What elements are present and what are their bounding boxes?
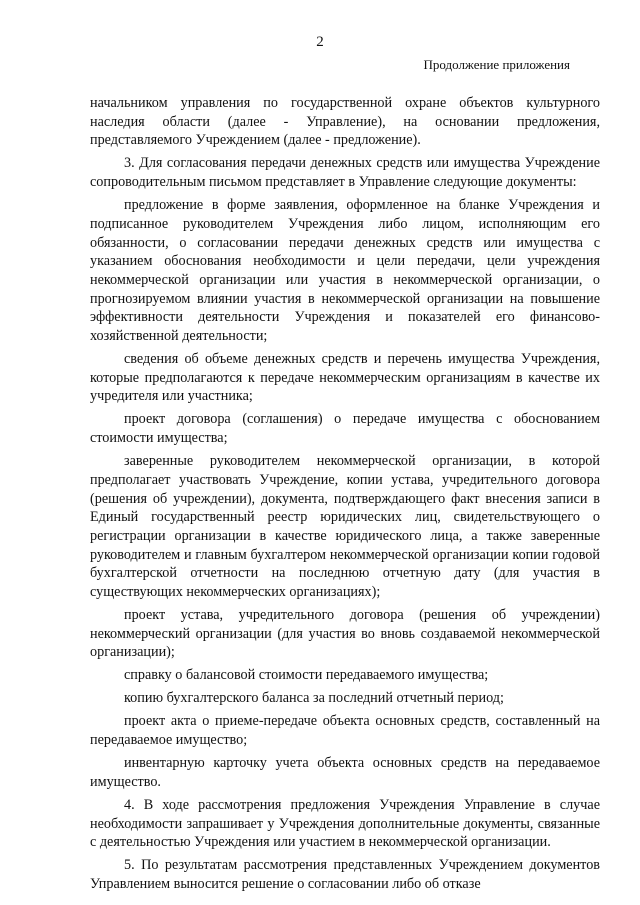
page-number: 2 [316, 34, 324, 50]
list-item: проект договора (соглашения) о передаче имущества с обоснованием стоимости имущества; [90, 411, 600, 447]
list-item: проект акта о приеме-передаче объекта основных средств, составленный на передаваемое имущество; [90, 713, 600, 749]
list-item: предложение в форме заявления, оформленное на бланке Учреждения и подписанное руководителем Учреждения либо лицом, исполняющим его обязанности, о согласовании передачи денежных средств или имущества с указанием обоснования необходимости и цели передачи, цели учреждения некоммерческой организации или участия в некоммерческой организации, о прогнозируемом влиянии участия в некоммерческой организации на повышение эффективности деятельности Учреждения и показателей его финансово-хозяйственной деятельности; [90, 197, 600, 345]
list-item: копию бухгалтерского баланса за последний отчетный период; [124, 690, 504, 707]
list-item: проект устава, учредительного договора (решения об учреждении) некоммерческий организации (для участия во вновь создаваемой некоммерческой организации); [90, 607, 600, 661]
list-item: сведения об объеме денежных средств и перечень имущества Учреждения, которые предполагаются к передаче некоммерческим организациям в качестве их учредителя или участника; [90, 351, 600, 405]
paragraph: 5. По результатам рассмотрения представленных Учреждением документов Управлением выносится решение о согласовании либо об отказе [90, 857, 600, 892]
list-item: заверенные руководителем некоммерческой организации, в которой предполагает участвовать Учреждение, копии устава, учредительного договора (решения об учреждении), документа, подтверждающего факт внесения записи в Единый государственный реестр юридических лиц, свидетельствующего о регистрации организации в качестве юридического лица, а также заверенные руководителем и главным бухгалтером некоммерческой организации копии годовой бухгалтерской отчетности на последнюю отчетную дату (для участия в существующих некоммерческих организациях); [90, 453, 600, 601]
paragraph: 4. В ходе рассмотрения предложения Учреждения Управление в случае необходимости запрашивает у Учреждения дополнительные документы, связанные с деятельностью Учреждения или участием в некоммерческой организации. [90, 796, 600, 851]
paragraph: начальником управления по государственной охране объектов культурного наследия области (далее - Управление), на основании предложения, представляемого Учреждением (далее - предложение). [90, 95, 600, 149]
list-item: инвентарную карточку учета объекта основных средств на передаваемое имущество. [90, 755, 600, 790]
document-body [90, 94, 600, 898]
list-item: справку о балансовой стоимости передаваемого имущества; [124, 667, 489, 684]
continuation-label: Продолжение приложения [423, 57, 570, 72]
paragraph: 3. Для согласования передачи денежных средств или имущества Учреждение сопроводительным письмом представляет в Управление следующие документы: [90, 155, 600, 191]
